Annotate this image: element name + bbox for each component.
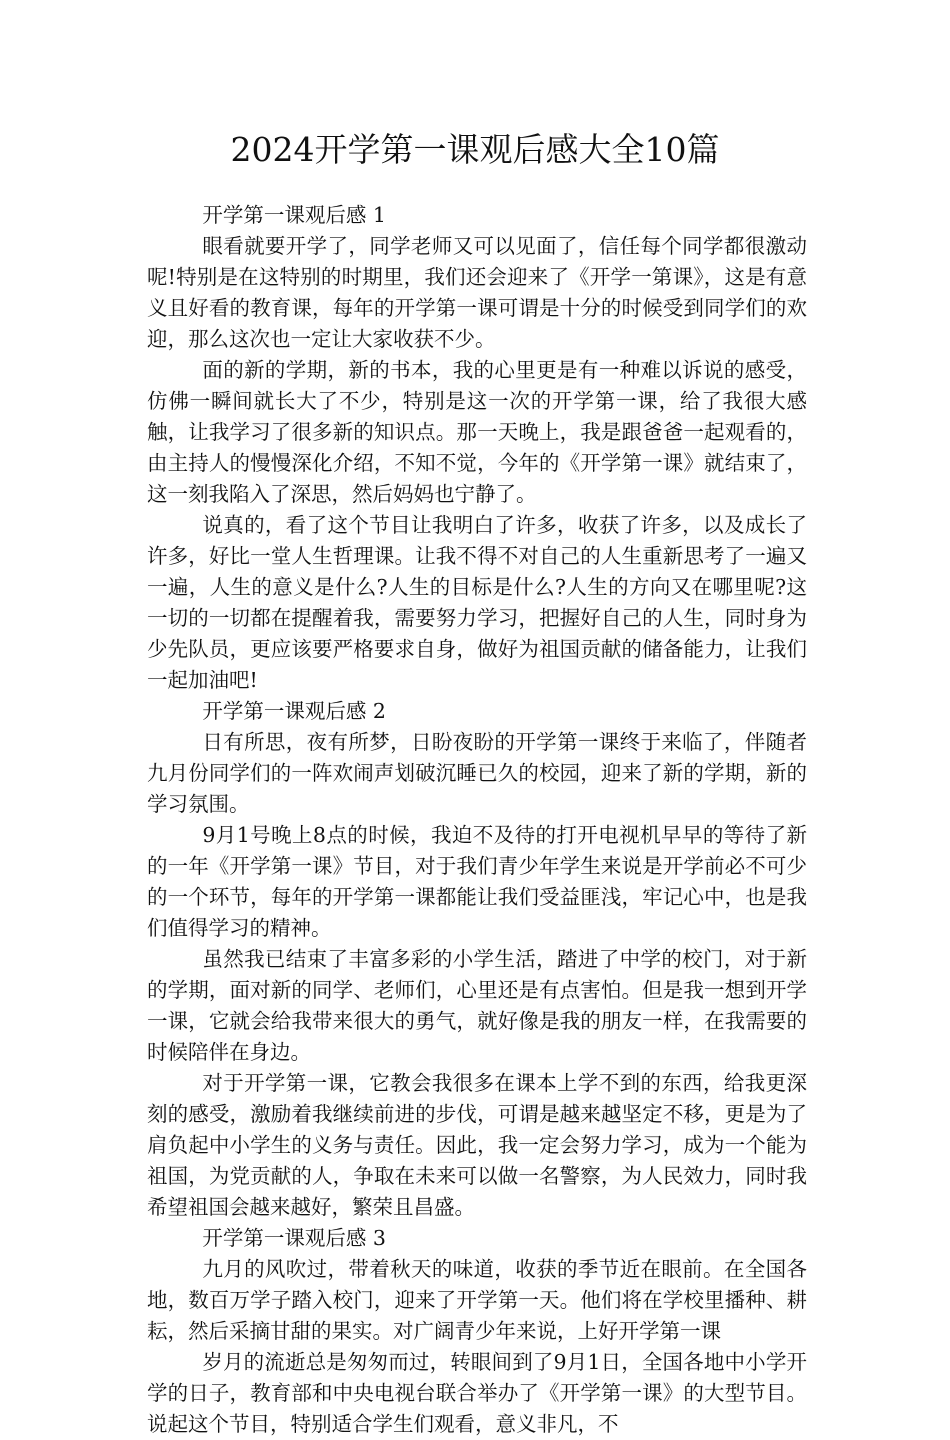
paragraph: 说真的，看了这个节目让我明白了许多，收获了许多，以及成长了许多，好比一堂人生哲理课。让我不得不对自己的人生重新思考了一遍又一遍，人生的意义是什么?人生的目标是什么?人生的方向又在哪里呢?这一切的一切都在提醒着我，需要努力学习，把握好自己的人生，同时身为少先队员，更应该要严格要求自身，做好为祖国贡献的储备能力，让我们一起加油吧! xyxy=(147,513,807,692)
paragraph: 面的新的学期，新的书本，我的心里更是有一种难以诉说的感受，仿佛一瞬间就长大了不少，特别是这一次的开学第一课，给了我很大感触，让我学习了很多新的知识点。那一天晚上，我是跟爸爸一起观看的，由主持人的慢慢深化介绍，不知不觉，今年的《开学第一课》就结束了，这一刻我陷入了深思，然后妈妈也宁静了。 xyxy=(147,358,807,506)
document-body xyxy=(147,200,807,1440)
paragraph: 对于开学第一课，它教会我很多在课本上学不到的东西，给我更深刻的感受，激励着我继续前进的步伐，可谓是越来越坚定不移，更是为了肩负起中小学生的义务与责任。因此，我一定会努力学习，成为一个能为祖国，为党贡献的人，争取在未来可以做一名警察，为人民效力，同时我希望祖国会越来越好，繁荣且昌盛。 xyxy=(147,1071,807,1219)
paragraph: 九月的风吹过，带着秋天的味道，收获的季节近在眼前。在全国各地，数百万学子踏入校门，迎来了开学第一天。他们将在学校里播种、耕耘，然后采摘甘甜的果实。对广阔青少年来说，上好开学第一课 xyxy=(147,1257,807,1343)
paragraph: 岁月的流逝总是匆匆而过，转眼间到了9月1日，全国各地中小学开学的日子，教育部和中央电视台联合举办了《开学第一课》的大型节目。说起这个节目，特别适合学生们观看，意义非凡，不 xyxy=(147,1350,807,1436)
paragraph: 眼看就要开学了，同学老师又可以见面了，信任每个同学都很激动呢!特别是在这特别的时期里，我们还会迎来了《开学一第课》，这是有意义且好看的教育课，每年的开学第一课可谓是十分的时候受到同学们的欢迎，那么这次也一定让大家收获不少。 xyxy=(147,234,807,351)
paragraph: 日有所思，夜有所梦，日盼夜盼的开学第一课终于来临了，伴随者九月份同学们的一阵欢闹声划破沉睡已久的校园，迎来了新的学期，新的学习氛围。 xyxy=(147,730,807,816)
section-heading: 开学第一课观后感 3 xyxy=(202,1226,386,1250)
document-title: 2024开学第一课观后感大全10篇 xyxy=(230,130,720,169)
section-heading: 开学第一课观后感 1 xyxy=(202,203,386,227)
section-heading: 开学第一课观后感 2 xyxy=(202,699,386,723)
paragraph: 9月1号晚上8点的时候，我迫不及待的打开电视机早早的等待了新的一年《开学第一课》节目，对于我们青少年学生来说是开学前必不可少的一个环节，每年的开学第一课都能让我们受益匪浅，牢记心中，也是我们值得学习的精神。 xyxy=(147,823,807,940)
paragraph: 虽然我已结束了丰富多彩的小学生活，踏进了中学的校门，对于新的学期，面对新的同学、老师们，心里还是有点害怕。但是我一想到开学一课，它就会给我带来很大的勇气，就好像是我的朋友一样，在我需要的时候陪伴在身边。 xyxy=(147,947,807,1064)
